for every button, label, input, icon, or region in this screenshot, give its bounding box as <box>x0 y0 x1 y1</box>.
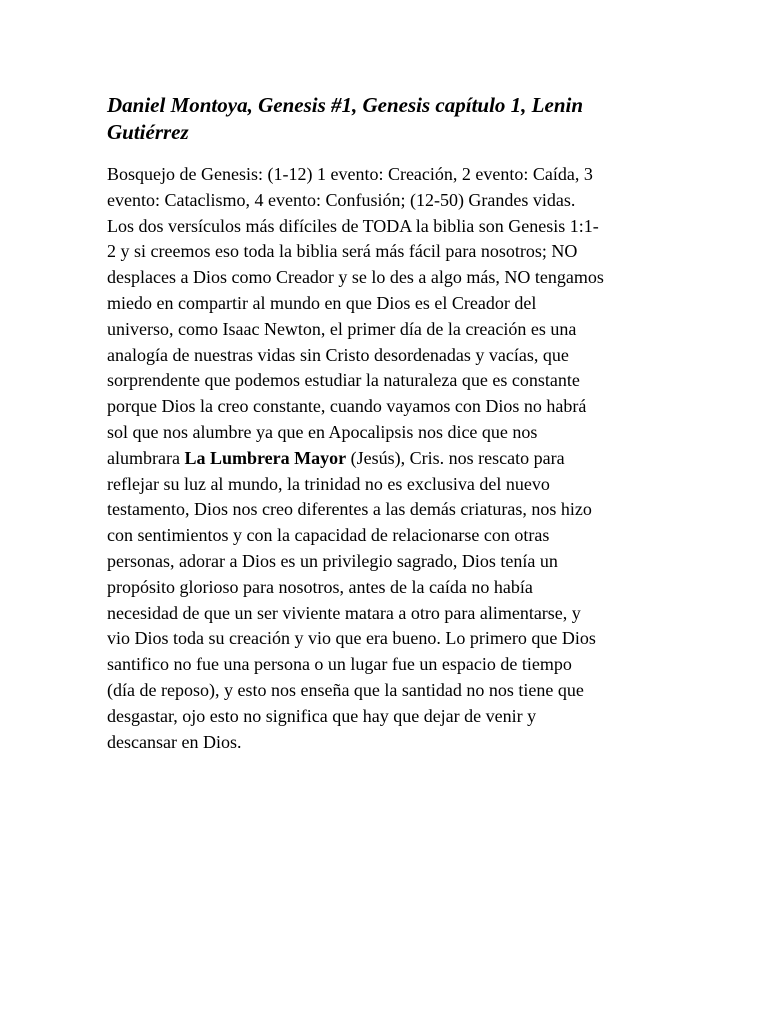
body-line-with-emphasis <box>107 446 667 472</box>
body-line: propósito glorioso para nosotros, antes de la caída no había <box>107 576 533 597</box>
body-text-segment: (Jesús), Cris. nos rescato para <box>346 447 565 468</box>
body-line: desgastar, ojo esto no significa que hay que dejar de venir y <box>107 705 537 726</box>
body-line: vio Dios toda su creación y vio que era bueno. Lo primero que Dios <box>107 628 596 649</box>
document-title: Daniel Montoya, Genesis #1, Genesis capítulo 1, Lenin Gutiérrez <box>107 93 584 144</box>
body-line: Los dos versículos más difíciles de TODA la biblia son Genesis 1:1- <box>107 215 599 236</box>
body-line: testamento, Dios nos creo diferentes a las demás criaturas, nos hizo <box>107 499 592 520</box>
body-line: universo, como Isaac Newton, el primer día de la creación es una <box>107 318 577 339</box>
body-line: reflejar su luz al mundo, la trinidad no es exclusiva del nuevo <box>107 473 550 494</box>
body-line: 2 y si creemos eso toda la biblia será más fácil para nosotros; NO <box>107 241 578 262</box>
body-line: analogía de nuestras vidas sin Cristo desordenadas y vacías, que <box>107 344 569 365</box>
body-line: personas, adorar a Dios es un privilegio sagrado, Dios tenía un <box>107 550 558 571</box>
body-line: evento: Cataclismo, 4 evento: Confusión; (12-50) Grandes vidas. <box>107 189 576 210</box>
body-line: santifico no fue una persona o un lugar fue un espacio de tiempo <box>107 654 572 675</box>
body-line: desplaces a Dios como Creador y se lo des a algo más, NO tengamos <box>107 267 604 288</box>
body-line: sol que nos alumbre ya que en Apocalipsis nos dice que nos <box>107 421 538 442</box>
body-line: con sentimientos y con la capacidad de relacionarse con otras <box>107 525 550 546</box>
body-line: sorprendente que podemos estudiar la naturaleza que es constante <box>107 370 580 391</box>
document-body <box>107 162 667 755</box>
body-line: descansar en Dios. <box>107 731 242 752</box>
body-line: miedo en compartir al mundo en que Dios es el Creador del <box>107 292 537 313</box>
body-line: Bosquejo de Genesis: (1-12) 1 evento: Creación, 2 evento: Caída, 3 <box>107 164 593 184</box>
emphasized-phrase: La Lumbrera Mayor <box>184 447 347 468</box>
body-line: necesidad de que un ser viviente matara a otro para alimentarse, y <box>107 602 581 623</box>
body-text-segment: alumbrara <box>107 447 185 468</box>
body-line: porque Dios la creo constante, cuando vayamos con Dios no habrá <box>107 396 587 417</box>
body-line: (día de reposo), y esto nos enseña que la santidad no nos tiene que <box>107 679 584 700</box>
